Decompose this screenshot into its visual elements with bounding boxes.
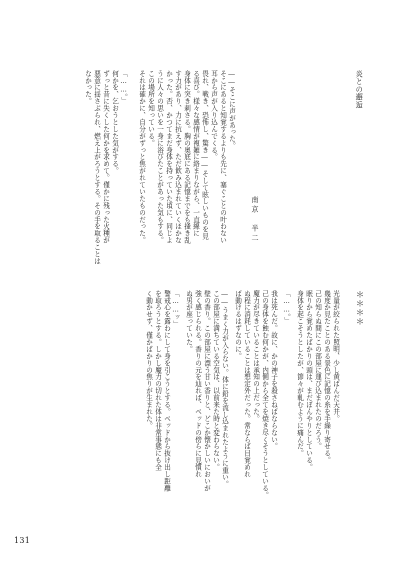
paragraph: 警戒心を露わにして身を引こうとする。ベッドから抜け出し距離: [162, 290, 171, 492]
paragraph: 「……。」: [119, 70, 128, 105]
paragraph: そこにあると知覚するよりも先に、塞ぐことの叶わない: [218, 70, 227, 244]
paragraph: を取ろうとする。しかし魔力の切れた体は非常事態にも全: [153, 290, 162, 471]
paragraph: ぬ男が座っていた。: [184, 290, 193, 353]
paragraph: 強く感じられる。香りの元を辿れば、ベッドの傍らに見慣れ: [193, 290, 202, 478]
paragraph: 魔力が尽きていることは承知の上だった。: [251, 290, 260, 423]
paragraph: 身体を起こそうとしたが、節々が軋むように痛んだ。: [295, 290, 304, 457]
paragraph: ――うまく力が入らない。体に鉛を流し込まれたように重い。: [220, 290, 229, 488]
paragraph: 身体に突き刺さる。胸の奥底にある記憶までをも掻き乱: [182, 70, 191, 244]
paragraph: 「……。」: [282, 290, 291, 325]
paragraph: く動かせず、僅かばかりの焦りが生まれた。: [144, 290, 153, 429]
paragraph: 耳から声が入り込んでくる。: [209, 70, 218, 161]
paragraph: ――そこに声があった。: [227, 70, 236, 150]
paragraph: 悪意に揺さぶられ、燃え上がろうとする。その手を取ることは: [92, 70, 101, 265]
paragraph: ぬ程に消耗していることは想定外だった。常ならば目覚めれ: [242, 290, 251, 478]
section-separator: ＊＊＊＊: [354, 290, 364, 326]
paragraph: それは確かに、自分がずっと焦がれていたものだった。: [137, 70, 146, 244]
paragraph: 光量が絞られた照明、少し黄ばんだ天井。: [331, 290, 340, 423]
paragraph: ば動けるはずなのに。: [233, 290, 242, 360]
paragraph: 己の知らぬ間にこの部屋に運び込まれたのだろう。: [313, 290, 322, 450]
paragraph: 眠りから覚めたばかりの頭は、まだぼんやりとしている。: [304, 290, 313, 471]
paragraph: す力があり、力に抗えず、ただ飲み込まれていくほかな: [173, 70, 182, 244]
paragraph: 幾度か見たことのある景色に記憶の糸を手繰り寄せる。: [322, 290, 331, 464]
paragraph: ずっと昔に失くした何かを求めて。僅かに残った火種が: [101, 70, 110, 244]
paragraph: うに人々の思いを一身に浴びたことがあった気もする。: [155, 70, 164, 244]
paragraph: 壁の香り。この部屋に漂う甘い香りと、どこか懐かしいにおいが: [202, 290, 211, 492]
paragraph: この場所を知っている。: [146, 70, 155, 147]
page-number: 131: [14, 536, 31, 545]
paragraph: る喜び。様々な感情が複雑に絡まりながら、一直線に: [191, 70, 200, 237]
story-title: 炎との邂逅: [355, 70, 365, 109]
paragraph: なかった。: [83, 70, 92, 105]
paragraph: 畏れ、戦き、恐怖し、驚き――そして眩しいものを見: [200, 70, 209, 240]
author-name: 南京 半二: [251, 196, 259, 244]
paragraph: 「……ッ」: [171, 290, 180, 328]
paragraph: この部屋に満ちている空気は、以前来た時と変わらない。: [211, 290, 220, 471]
paragraph: 何かを、乞おうとした気がする。: [110, 70, 119, 175]
paragraph: 我は死んだ。故に、かの神子を殺さねばならない。: [269, 290, 278, 450]
paragraph: 己の身体を蝕む何かが、内側から全てを焼き尽くそうとしている。: [260, 290, 269, 499]
paragraph: かった。否、かつてまだ身体を持っていた頃に、同じよ: [164, 70, 173, 244]
